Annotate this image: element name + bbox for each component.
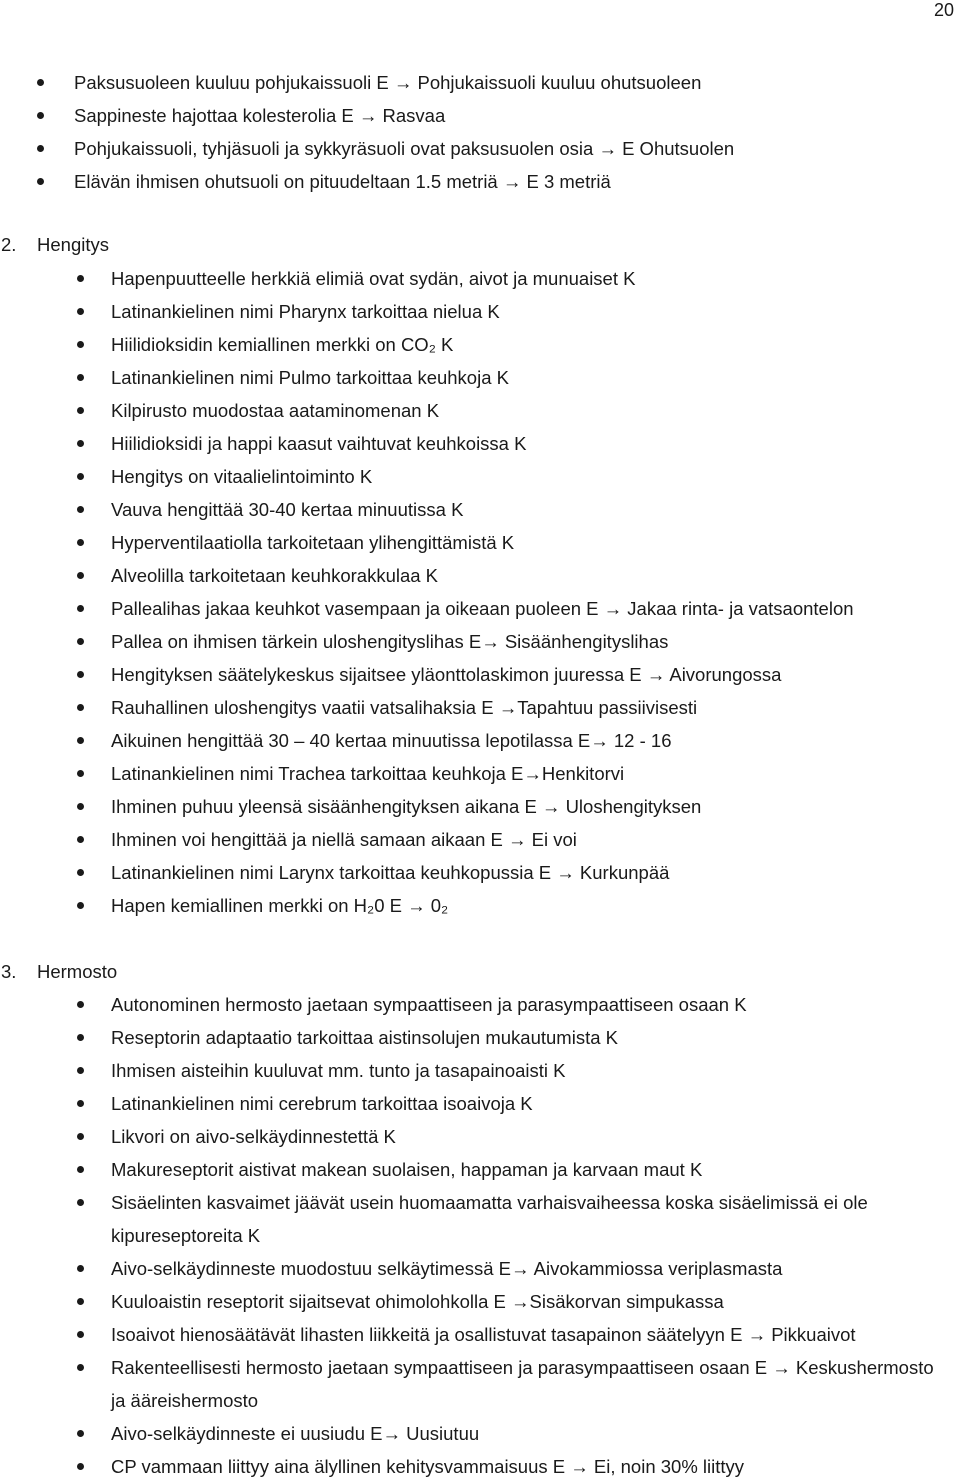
list-item xyxy=(111,1252,951,1285)
list-item-text: Pallealihas jakaa keuhkot vasempaan ja oikeaan puoleen E → Jakaa rinta- ja vatsaontelon xyxy=(111,598,854,619)
bullet-icon xyxy=(77,374,84,381)
list-item xyxy=(111,1054,951,1087)
list-item xyxy=(111,823,854,856)
bullet-icon xyxy=(37,79,44,86)
list-item xyxy=(111,1285,951,1318)
list-item-text: Latinankielinen nimi Pulmo tarkoittaa keuhkoja K xyxy=(111,367,509,388)
bullet-icon xyxy=(77,1034,84,1041)
list-item-text: CP vammaan liittyy aina älyllinen kehitysvammaisuus E → Ei, noin 30% liittyy xyxy=(111,1456,745,1477)
list-item-text: Kuuloaistin reseptorit sijaitsevat ohimolohkolla E →Sisäkorvan simpukassa xyxy=(111,1291,724,1312)
list-item xyxy=(111,658,854,691)
bullet-icon xyxy=(77,1001,84,1008)
list-item-text: Latinankielinen nimi Trachea tarkoittaa keuhkoja E→Henkitorvi xyxy=(111,763,625,784)
list-item-text: Sappineste hajottaa kolesterolia E → Rasvaa xyxy=(74,105,446,126)
bullet-icon xyxy=(77,506,84,513)
list-item xyxy=(74,66,734,99)
section-number: 3. xyxy=(1,961,17,982)
bullet-icon xyxy=(77,1100,84,1107)
list-item xyxy=(111,295,854,328)
list-item-text: Pallea on ihmisen tärkein uloshengityslihas E→ Sisäänhengityslihas xyxy=(111,631,669,652)
list-item xyxy=(111,1120,951,1153)
bullet-icon xyxy=(77,671,84,678)
bullet-icon xyxy=(77,605,84,612)
list-item-text: Ihminen voi hengittää ja niellä samaan aikaan E → Ei voi xyxy=(111,829,577,850)
list-item-text: Pohjukaissuoli, tyhjäsuoli ja sykkyräsuoli ovat paksusuolen osia → E Ohutsuolen xyxy=(74,138,735,159)
list-item-text: Makureseptorit aistivat makean suolaisen, happaman ja karvaan maut K xyxy=(111,1159,703,1180)
section-heading-hengitys xyxy=(0,228,109,261)
list-item xyxy=(74,132,734,165)
bullet-icon xyxy=(77,473,84,480)
list-item-text: Aikuinen hengittää 30 – 40 kertaa minuutissa lepotilassa E→ 12 - 16 xyxy=(111,730,672,751)
list-item xyxy=(111,790,854,823)
list-item xyxy=(111,1186,951,1252)
list-item xyxy=(111,988,951,1021)
bullet-icon xyxy=(37,145,44,152)
bullet-icon xyxy=(77,341,84,348)
list-item-text: Autonominen hermosto jaetaan sympaattiseen ja parasympaattiseen osaan K xyxy=(111,994,747,1015)
list-item xyxy=(111,724,854,757)
list-item xyxy=(111,460,854,493)
list-item-text: Ihmisen aisteihin kuuluvat mm. tunto ja tasapainoaisti K xyxy=(111,1060,566,1081)
list-item xyxy=(111,559,854,592)
bullet-icon xyxy=(77,803,84,810)
bullet-icon xyxy=(77,275,84,282)
list-item-text: Aivo-selkäydinneste ei uusiudu E→ Uusiutuu xyxy=(111,1423,480,1444)
bullet-icon xyxy=(77,1364,84,1371)
list-item-text: Hapen kemiallinen merkki on H₂0 E → 0₂ xyxy=(111,895,449,916)
bullet-icon xyxy=(77,1298,84,1305)
list-item xyxy=(111,1318,951,1351)
bullet-icon xyxy=(77,704,84,711)
list-item xyxy=(74,99,734,132)
list-item xyxy=(111,757,854,790)
list-item xyxy=(111,1351,951,1417)
list-item xyxy=(111,1450,951,1483)
list-item xyxy=(111,1153,951,1186)
list-item xyxy=(111,394,854,427)
list-item-text: Paksusuoleen kuuluu pohjukaissuoli E → Pohjukaissuoli kuuluu ohutsuoleen xyxy=(74,72,702,93)
list-item-text: Rakenteellisesti hermosto jaetaan sympaattiseen ja parasympaattiseen osaan E → Keskushermosto ja ääreishermosto xyxy=(111,1357,934,1411)
bullet-icon xyxy=(77,539,84,546)
list-item xyxy=(111,625,854,658)
list-item-text: Hengitys on vitaalielintoiminto K xyxy=(111,466,373,487)
bullet-icon xyxy=(77,836,84,843)
hengitys-list xyxy=(111,262,854,922)
bullet-icon xyxy=(37,178,44,185)
list-item-text: Kilpirusto muodostaa aataminomenan K xyxy=(111,400,440,421)
list-item-text: Sisäelinten kasvaimet jäävät usein huomaamatta varhaisvaiheessa koska sisäelimissä ei ole kipureseptoreita K xyxy=(111,1192,868,1246)
list-item xyxy=(111,889,854,922)
bullet-icon xyxy=(77,1331,84,1338)
list-item-text: Vauva hengittää 30-40 kertaa minuutissa K xyxy=(111,499,464,520)
bullet-icon xyxy=(77,440,84,447)
list-item xyxy=(111,526,854,559)
list-item-text: Hapenpuutteelle herkkiä elimiä ovat sydän, aivot ja munuaiset K xyxy=(111,268,636,289)
list-item xyxy=(111,1021,951,1054)
hermosto-list xyxy=(111,988,951,1483)
bullet-icon xyxy=(77,1430,84,1437)
list-item-text: Reseptorin adaptaatio tarkoittaa aistinsolujen mukautumista K xyxy=(111,1027,618,1048)
bullet-icon xyxy=(77,770,84,777)
list-item xyxy=(111,427,854,460)
bullet-icon xyxy=(77,737,84,744)
bullet-icon xyxy=(37,112,44,119)
digestion-list xyxy=(74,66,734,198)
list-item xyxy=(111,592,854,625)
list-item-text: Likvori on aivo-selkäydinnestettä K xyxy=(111,1126,396,1147)
section-title: Hengitys xyxy=(37,234,109,255)
bullet-icon xyxy=(77,1199,84,1206)
list-item xyxy=(111,262,854,295)
list-item-text: Hiilidioksidin kemiallinen merkki on CO₂ K xyxy=(111,334,454,355)
list-item-text: Latinankielinen nimi Larynx tarkoittaa keuhkopussia E → Kurkunpää xyxy=(111,862,670,883)
list-item-text: Hiilidioksidi ja happi kaasut vaihtuvat keuhkoissa K xyxy=(111,433,527,454)
list-item xyxy=(111,1087,951,1120)
bullet-icon xyxy=(77,1463,84,1470)
section-number: 2. xyxy=(1,234,17,255)
list-item xyxy=(74,165,734,198)
list-item-text: Isoaivot hienosäätävät lihasten liikkeitä ja osallistuvat tasapainon säätelyyn E → Pikkuaivot xyxy=(111,1324,856,1345)
bullet-icon xyxy=(77,638,84,645)
list-item xyxy=(111,1417,951,1450)
list-item-text: Hengityksen säätelykeskus sijaitsee yläonttolaskimon juuressa E → Aivorungossa xyxy=(111,664,782,685)
bullet-icon xyxy=(77,869,84,876)
bullet-icon xyxy=(77,1133,84,1140)
section-title: Hermosto xyxy=(37,961,118,982)
list-item-text: Latinankielinen nimi Pharynx tarkoittaa nielua K xyxy=(111,301,500,322)
list-item xyxy=(111,691,854,724)
page-number: 20 xyxy=(933,0,954,20)
list-item-text: Aivo-selkäydinneste muodostuu selkäytimessä E→ Aivokammiossa veriplasmasta xyxy=(111,1258,783,1279)
bullet-icon xyxy=(77,1067,84,1074)
bullet-icon xyxy=(77,572,84,579)
list-item-text: Hyperventilaatiolla tarkoitetaan ylihengittämistä K xyxy=(111,532,515,553)
list-item-text: Ihminen puhuu yleensä sisäänhengityksen aikana E → Uloshengityksen xyxy=(111,796,702,817)
list-item-text: Rauhallinen uloshengitys vaatii vatsalihaksia E →Tapahtuu passiivisesti xyxy=(111,697,698,718)
list-item-text: Elävän ihmisen ohutsuoli on pituudeltaan 1.5 metriä → E 3 metriä xyxy=(74,171,611,192)
bullet-icon xyxy=(77,308,84,315)
list-item-text: Alveolilla tarkoitetaan keuhkorakkulaa K xyxy=(111,565,439,586)
bullet-icon xyxy=(77,1265,84,1272)
bullet-icon xyxy=(77,1166,84,1173)
bullet-icon xyxy=(77,407,84,414)
list-item xyxy=(111,328,854,361)
list-item xyxy=(111,856,854,889)
bullet-icon xyxy=(77,902,84,909)
list-item-text: Latinankielinen nimi cerebrum tarkoittaa isoaivoja K xyxy=(111,1093,533,1114)
section-heading-hermosto xyxy=(0,955,117,988)
list-item xyxy=(111,493,854,526)
list-item xyxy=(111,361,854,394)
